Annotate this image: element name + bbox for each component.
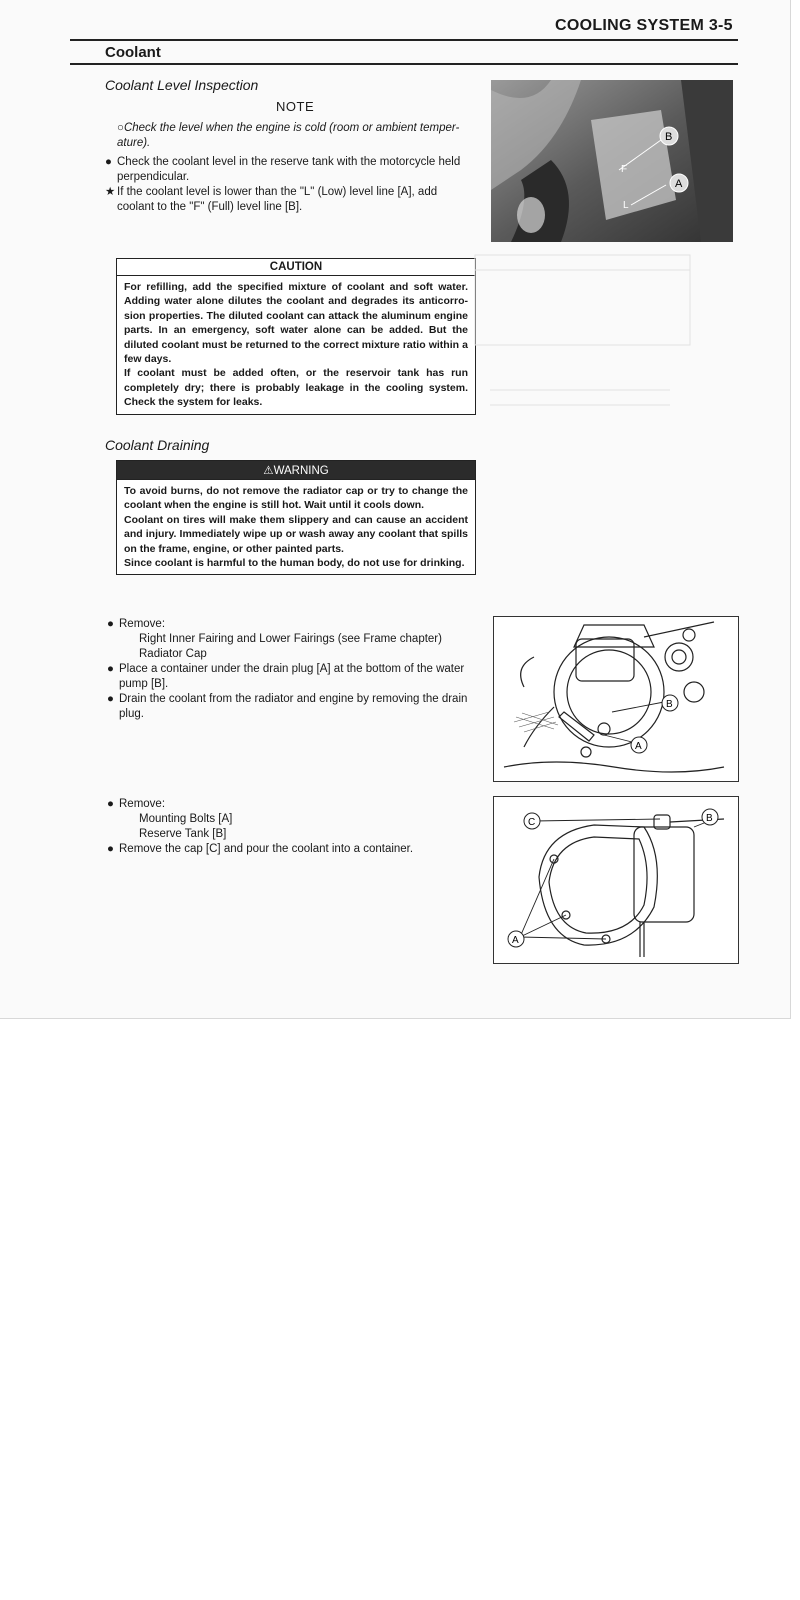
steps2-item-1: Mounting Bolts [A] — [139, 813, 233, 825]
bullet-icon: ● — [107, 798, 114, 810]
steps1-remove-label: Remove: — [119, 618, 166, 630]
inspection-bullet-1-text: Check the coolant level in the reserve tank with the motorcycle held perpendicular. — [117, 156, 461, 183]
warning-title: ⚠WARNING — [117, 461, 475, 480]
bullet-icon: ● — [105, 156, 112, 168]
warning-paragraph-3: Since coolant is harmful to the human body, do not use for drinking. — [124, 557, 465, 570]
steps1-item-2: Radiator Cap — [139, 648, 207, 660]
bullet-icon: ● — [107, 663, 114, 675]
bleed-through-decoration — [470, 250, 700, 450]
reserve-tank-figure — [493, 796, 739, 964]
section-rule — [70, 63, 738, 65]
fig1-label-l: L — [623, 200, 629, 211]
fig2-label-b: B — [666, 699, 673, 710]
fig3-label-a: A — [512, 935, 519, 946]
bullet-icon: ● — [107, 693, 114, 705]
fig3-label-b: B — [706, 813, 713, 824]
steps1-item-1: Right Inner Fairing and Lower Fairings (see Frame chapter) — [139, 633, 442, 645]
page-header: COOLING SYSTEM 3-5 — [555, 17, 733, 34]
caution-paragraph-1: For refilling, add the specified mixture of coolant and soft water. Adding water alone dilutes the coolant and degrades its anticorro-sion properties. The diluted coolant can attack the aluminum engine parts. In an emergency, soft water alone can be added. But the diluted coolant must be returned to the correct mixture ratio within a few days. — [124, 281, 468, 366]
caution-title: CAUTION — [117, 259, 475, 276]
bullet-icon: ● — [107, 843, 114, 855]
inspection-star-1-text: If the coolant level is lower than the "L" (Low) level line [A], add coolant to the "F" (Full) level line [B]. — [117, 186, 438, 213]
fig1-label-b: B — [665, 131, 673, 143]
header-rule — [70, 39, 738, 41]
star-icon: ★ — [105, 186, 116, 198]
fig3-label-c: C — [528, 817, 536, 828]
steps2-remove-label: Remove: — [119, 798, 166, 810]
draining-steps-2 — [107, 797, 479, 857]
inspection-heading: Coolant Level Inspection — [105, 77, 259, 93]
fig1-label-a: A — [675, 178, 683, 190]
note-text: ○Check the level when the engine is cold (room or ambient temper-ature). — [117, 122, 460, 149]
inspection-bullet-1 — [105, 155, 477, 185]
caution-paragraph-2: If coolant must be added often, or the reservoir tank has run completely dry; there is probably leakage in the cooling system. Check the system for leaks. — [124, 367, 468, 409]
warning-paragraph-1: To avoid burns, do not remove the radiator cap or try to change the coolant when the engine is still hot. Wait until it cools down. — [124, 485, 468, 512]
draining-heading: Coolant Draining — [105, 437, 210, 453]
steps2-bullet-2: Remove the cap [C] and pour the coolant into a container. — [119, 843, 414, 855]
steps1-bullet-3: Drain the coolant from the radiator and engine by removing the drain plug. — [119, 693, 468, 720]
inspection-star-1 — [105, 185, 477, 215]
caution-box — [116, 258, 476, 415]
reserve-tank-photo — [491, 80, 733, 242]
water-pump-figure-svg — [494, 617, 738, 781]
note-label: NOTE — [276, 99, 315, 114]
draining-steps-1 — [107, 617, 479, 722]
reserve-tank-photo-svg — [491, 80, 733, 242]
reserve-tank-figure-svg — [494, 797, 738, 963]
steps1-bullet-2: Place a container under the drain plug [A] at the bottom of the water pump [B]. — [119, 663, 465, 690]
bullet-icon: ● — [107, 618, 114, 630]
warning-box — [116, 460, 476, 575]
section-title: Coolant — [105, 44, 161, 61]
warning-paragraph-2: Coolant on tires will make them slippery and can cause an accident and injury. Immediately wipe up or wash away any coolant that spills on the frame, engine, or other painted parts. — [124, 513, 468, 555]
water-pump-figure — [493, 616, 739, 782]
fig1-label-f: F — [621, 164, 628, 175]
fig2-label-a: A — [635, 741, 642, 752]
steps2-item-2: Reserve Tank [B] — [139, 828, 227, 840]
